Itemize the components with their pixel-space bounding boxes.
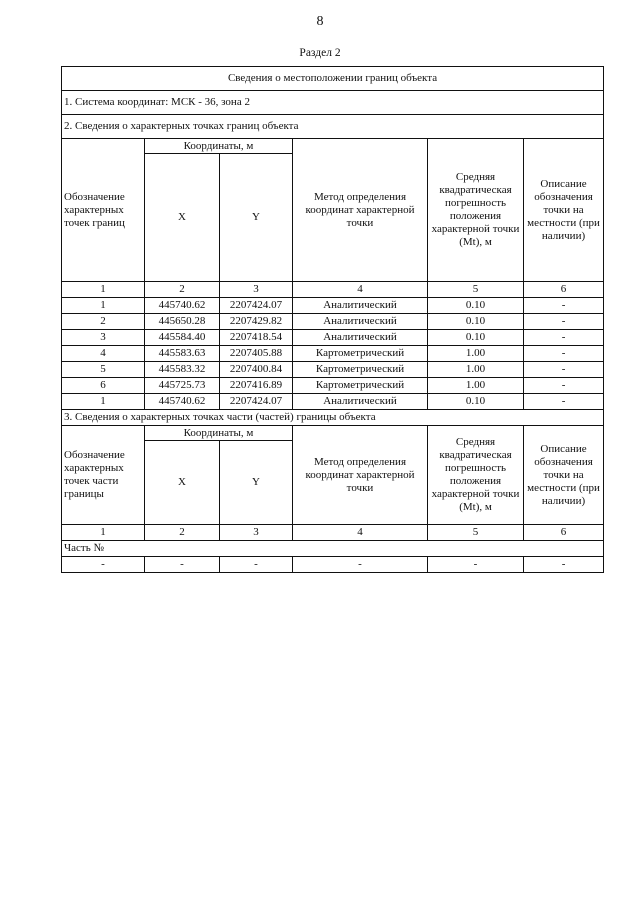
header2-y: Y (220, 441, 293, 525)
column-number: 4 (293, 525, 428, 541)
header-y: Y (220, 154, 293, 282)
header-coordinates: Координаты, м (145, 139, 293, 154)
page-number: 8 (316, 14, 324, 29)
point-x: 445740.62 (145, 298, 220, 314)
empty-cell: - (428, 557, 524, 573)
point-method: Аналитический (293, 298, 428, 314)
column-number: 5 (428, 282, 524, 298)
table-row (62, 378, 604, 394)
section-title: Раздел 2 (299, 47, 341, 59)
point-description: - (524, 298, 604, 314)
column-number: 3 (220, 282, 293, 298)
point-id: 2 (62, 314, 145, 330)
point-accuracy: 0.10 (428, 298, 524, 314)
empty-cell: - (524, 557, 604, 573)
point-y: 2207424.07 (220, 394, 293, 410)
coordinate-system: 1. Система координат: МСК - 36, зона 2 (62, 91, 604, 115)
header2-coordinates: Координаты, м (145, 426, 293, 441)
point-x: 445725.73 (145, 378, 220, 394)
table-row (62, 362, 604, 378)
column-number: 1 (62, 282, 145, 298)
column-number: 5 (428, 525, 524, 541)
table-row (62, 314, 604, 330)
point-id: 5 (62, 362, 145, 378)
empty-cell: - (220, 557, 293, 573)
point-x: 445650.28 (145, 314, 220, 330)
header-description: Описание обозначения точки на местности (при наличии) (524, 139, 604, 282)
point-method: Аналитический (293, 394, 428, 410)
point-accuracy: 0.10 (428, 314, 524, 330)
point-id: 6 (62, 378, 145, 394)
point-description: - (524, 314, 604, 330)
table-row (62, 330, 604, 346)
point-method: Аналитический (293, 314, 428, 330)
point-id: 3 (62, 330, 145, 346)
point-accuracy: 1.00 (428, 346, 524, 362)
point-description: - (524, 394, 604, 410)
point-y: 2207400.84 (220, 362, 293, 378)
point-x: 445740.62 (145, 394, 220, 410)
point-method: Картометрический (293, 346, 428, 362)
point-id: 1 (62, 394, 145, 410)
header2-method: Метод определения координат характерной точки (293, 426, 428, 525)
column-number: 4 (293, 282, 428, 298)
column-number: 1 (62, 525, 145, 541)
parts-heading: 3. Сведения о характерных точках части (частей) границы объекта (62, 410, 604, 426)
table-title: Сведения о местоположении границ объекта (62, 67, 604, 91)
empty-cell: - (145, 557, 220, 573)
column-number: 6 (524, 282, 604, 298)
header2-designation: Обозначение характерных точек части границы (62, 426, 145, 525)
point-x: 445584.40 (145, 330, 220, 346)
point-description: - (524, 346, 604, 362)
point-id: 4 (62, 346, 145, 362)
point-accuracy: 0.10 (428, 330, 524, 346)
column-number: 6 (524, 525, 604, 541)
header2-x: X (145, 441, 220, 525)
point-x: 445583.32 (145, 362, 220, 378)
header-x: X (145, 154, 220, 282)
points-heading: 2. Сведения о характерных точках границ объекта (62, 115, 604, 139)
point-x: 445583.63 (145, 346, 220, 362)
column-number: 2 (145, 525, 220, 541)
header2-description: Описание обозначения точки на местности (при наличии) (524, 426, 604, 525)
table-row (62, 557, 604, 573)
point-method: Аналитический (293, 330, 428, 346)
table-row (62, 298, 604, 314)
point-accuracy: 1.00 (428, 362, 524, 378)
table-row (62, 394, 604, 410)
point-description: - (524, 330, 604, 346)
column-number: 3 (220, 525, 293, 541)
empty-cell: - (62, 557, 145, 573)
header2-accuracy: Средняя квадратическая погрешность положения характерной точки (Mt), м (428, 426, 524, 525)
part-label: Часть № (62, 541, 604, 557)
table-row (62, 346, 604, 362)
point-accuracy: 0.10 (428, 394, 524, 410)
point-accuracy: 1.00 (428, 378, 524, 394)
point-method: Картометрический (293, 378, 428, 394)
point-y: 2207429.82 (220, 314, 293, 330)
point-y: 2207405.88 (220, 346, 293, 362)
point-description: - (524, 362, 604, 378)
header-designation: Обозначение характерных точек границ (62, 139, 145, 282)
point-method: Картометрический (293, 362, 428, 378)
point-id: 1 (62, 298, 145, 314)
point-description: - (524, 378, 604, 394)
point-y: 2207418.54 (220, 330, 293, 346)
empty-cell: - (293, 557, 428, 573)
boundary-table (61, 66, 604, 573)
point-y: 2207424.07 (220, 298, 293, 314)
header-method: Метод определения координат характерной точки (293, 139, 428, 282)
header-accuracy: Средняя квадратическая погрешность положения характерной точки (Mt), м (428, 139, 524, 282)
column-number: 2 (145, 282, 220, 298)
point-y: 2207416.89 (220, 378, 293, 394)
